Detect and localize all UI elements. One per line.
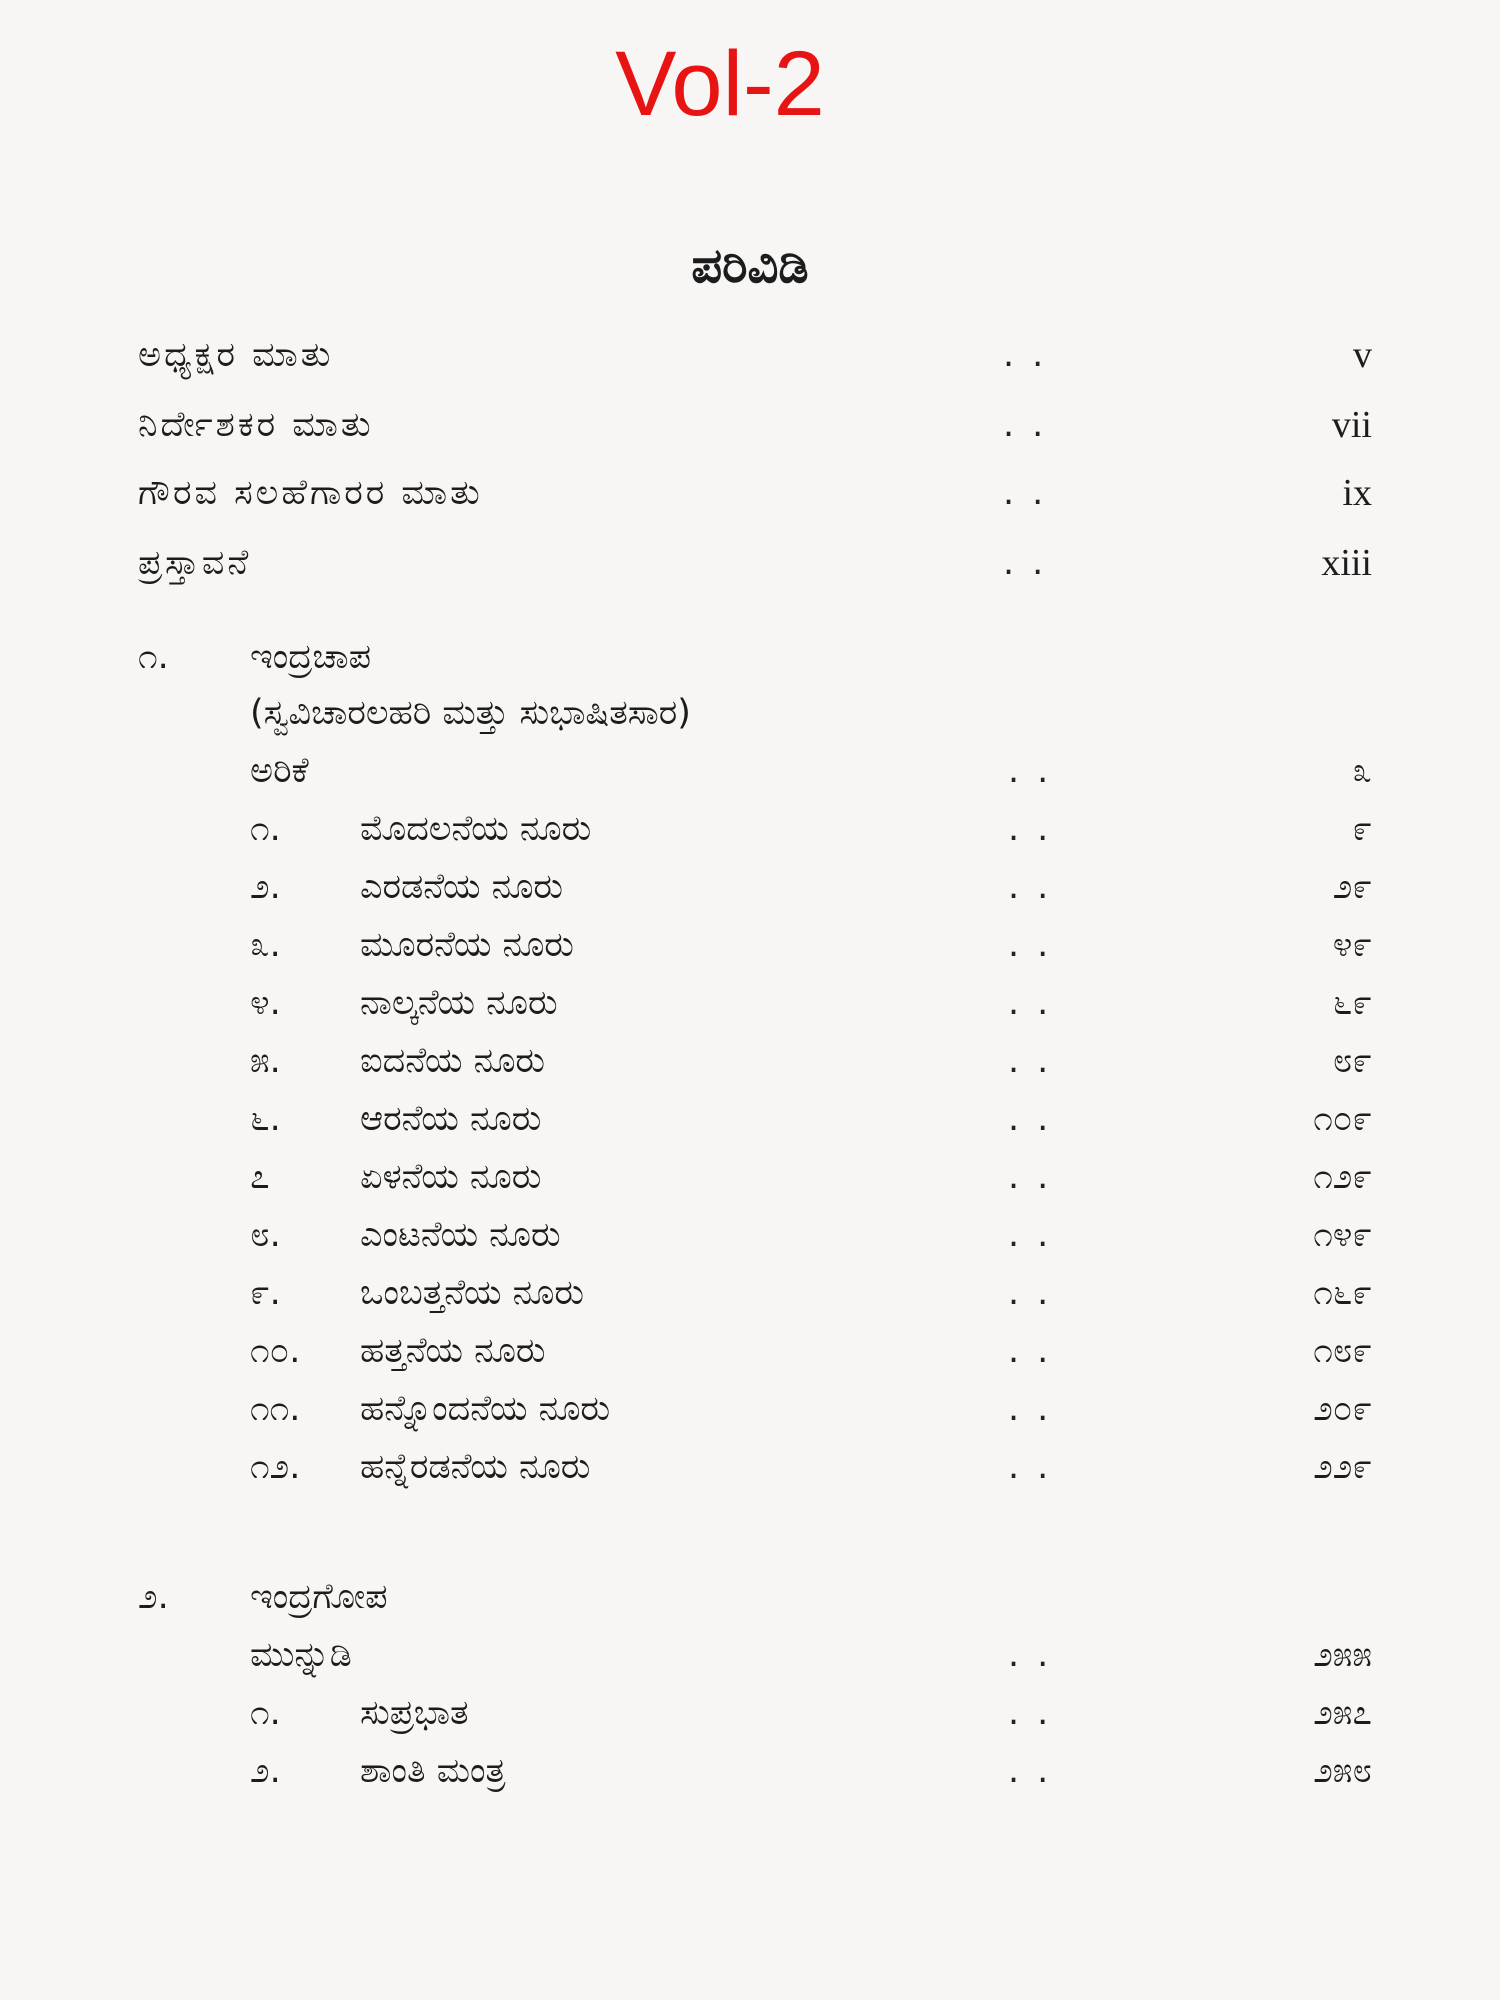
entry-number: ೨. [250,867,281,907]
toc-entry-label: ಹನ್ನೊಂದನೆಯ ನೂರು [360,1389,611,1429]
section-subtitle: (ಸ್ವವಿಚಾರಲಹರಿ ಮತ್ತು ಸುಭಾಷಿತಸಾರ) [250,693,691,733]
toc-page-number: ೬೯ [1332,983,1372,1023]
toc-entry-label: ಒಂಬತ್ತನೆಯ ನೂರು [360,1273,585,1313]
toc-page-number: ೧೨೯ [1313,1157,1372,1197]
toc-entry-label: ನಿರ್ದೇಶಕರ ಮಾತು [138,405,374,445]
dot-leader: .. [1008,867,1067,907]
section-title: ಇಂದ್ರಚಾಪ [250,637,372,677]
dot-leader: .. [1003,473,1062,513]
toc-page-number: ೧೬೯ [1313,1273,1372,1313]
toc-entry-label: ಮೊದಲನೆಯ ನೂರು [360,809,592,849]
dot-leader: .. [1008,1099,1067,1139]
toc-front-matter-row[interactable] [0,538,1500,588]
entry-number: ೬. [250,1099,281,1139]
entry-number: ೪. [250,983,281,1023]
dot-leader: .. [1008,809,1067,849]
toc-entry-row[interactable] [0,746,1500,796]
toc-page-number: ೪೯ [1332,925,1372,965]
dot-leader: .. [1003,405,1062,445]
dot-leader: .. [1008,925,1067,965]
toc-entry-label: ಎಂಟನೆಯ ನೂರು [360,1215,561,1255]
toc-entry-label: ಪ್ರಸ್ತಾವನೆ [138,543,252,583]
toc-entry-label: ಆರನೆಯ ನೂರು [360,1099,542,1139]
entry-number: ೧. [250,809,281,849]
entry-number: ೩. [250,925,281,965]
page-title: ಪರಿವಿಡಿ [691,238,809,294]
section-number: ೧. [138,637,169,677]
toc-page-number: ೨೫೭ [1313,1693,1372,1733]
toc-entry-label: ಅಧ್ಯಕ್ಷರ ಮಾತು [138,335,334,375]
toc-page-number: ೧೮೯ [1313,1331,1372,1371]
toc-entry-label: ಮುನ್ನುಡಿ [250,1635,352,1675]
toc-front-matter-row[interactable] [0,400,1500,450]
toc-entry-label: ಐದನೆಯ ನೂರು [360,1041,546,1081]
entry-number: ೧೧. [250,1389,301,1429]
toc-entry-label: ಏಳನೆಯ ನೂರು [360,1157,542,1197]
section-title: ಇಂದ್ರಗೋಪ [250,1577,388,1617]
toc-page-number: ೧೪೯ [1313,1215,1372,1255]
dot-leader: .. [1008,1389,1067,1429]
toc-entry-row[interactable] [0,1688,1500,1738]
toc-page-number: ೧೦೯ [1313,1099,1372,1139]
entry-number: ೧೦. [250,1331,301,1371]
entry-number: ೯. [250,1273,281,1313]
toc-entry-label: ನಾಲ್ಕನೆಯ ನೂರು [360,983,558,1023]
toc-front-matter-row[interactable] [0,468,1500,518]
dot-leader: .. [1008,751,1067,791]
toc-section-heading[interactable] [0,1572,1500,1622]
entry-number: ೮. [250,1215,281,1255]
toc-entry-row[interactable] [0,862,1500,912]
toc-page-number: ೨೦೯ [1313,1389,1372,1429]
toc-page-number: ೨೯ [1332,867,1372,907]
toc-page-number: ೮೯ [1332,1041,1372,1081]
toc-page-number: xiii [1321,542,1372,584]
toc-entry-row[interactable] [0,1630,1500,1680]
toc-entry-label: ಅರಿಕೆ [250,751,309,791]
toc-entry-label: ಎರಡನೆಯ ನೂರು [360,867,564,907]
toc-entry-row[interactable] [0,1326,1500,1376]
toc-page-number: ix [1342,472,1372,514]
toc-section-subtitle [0,688,1500,738]
dot-leader: .. [1008,1447,1067,1487]
toc-entry-label: ಮೂರನೆಯ ನೂರು [360,925,574,965]
entry-number: ೨. [250,1751,281,1791]
dot-leader: .. [1008,1215,1067,1255]
toc-entry-row[interactable] [0,1384,1500,1434]
toc-front-matter-row[interactable] [0,330,1500,380]
toc-entry-label: ಹತ್ತನೆಯ ನೂರು [360,1331,546,1371]
toc-entry-row[interactable] [0,1094,1500,1144]
dot-leader: .. [1008,1273,1067,1313]
dot-leader: .. [1008,1635,1067,1675]
toc-page-number: ೩ [1352,751,1372,791]
toc-entry-row[interactable] [0,1036,1500,1086]
toc-entry-row[interactable] [0,1210,1500,1260]
dot-leader: .. [1008,1751,1067,1791]
toc-page-number: vii [1331,404,1372,446]
dot-leader: .. [1008,1693,1067,1733]
toc-page-number: ೨೨೯ [1313,1447,1372,1487]
toc-entry-label: ಗೌರವ ಸಲಹೆಗಾರರ ಮಾತು [138,473,483,513]
toc-entry-row[interactable] [0,920,1500,970]
dot-leader: .. [1003,543,1062,583]
toc-entry-label: ಶಾಂತಿ ಮಂತ್ರ [360,1751,506,1791]
toc-page-number: ೨೫೫ [1313,1635,1372,1675]
section-number: ೨. [138,1577,169,1617]
toc-section-heading[interactable] [0,632,1500,682]
dot-leader: .. [1003,335,1062,375]
entry-number: ೧೨. [250,1447,301,1487]
toc-entry-row[interactable] [0,1746,1500,1796]
toc-entry-row[interactable] [0,1442,1500,1492]
toc-entry-label: ಹನ್ನೆರಡನೆಯ ನೂರು [360,1447,591,1487]
toc-page-number: ೯ [1352,809,1372,849]
dot-leader: .. [1008,983,1067,1023]
toc-page-number: ೨೫೮ [1313,1751,1372,1791]
entry-number: ೧. [250,1693,281,1733]
toc-entry-row[interactable] [0,804,1500,854]
volume-label: Vol-2 [615,33,825,135]
toc-entry-label: ಸುಪ್ರಭಾತ [360,1693,469,1733]
toc-entry-row[interactable] [0,978,1500,1028]
entry-number: ೫. [250,1041,281,1081]
toc-page-number: v [1353,334,1372,376]
entry-number: ೭ [250,1157,270,1197]
dot-leader: .. [1008,1157,1067,1197]
dot-leader: .. [1008,1331,1067,1371]
toc-entry-row[interactable] [0,1152,1500,1202]
dot-leader: .. [1008,1041,1067,1081]
toc-entry-row[interactable] [0,1268,1500,1318]
